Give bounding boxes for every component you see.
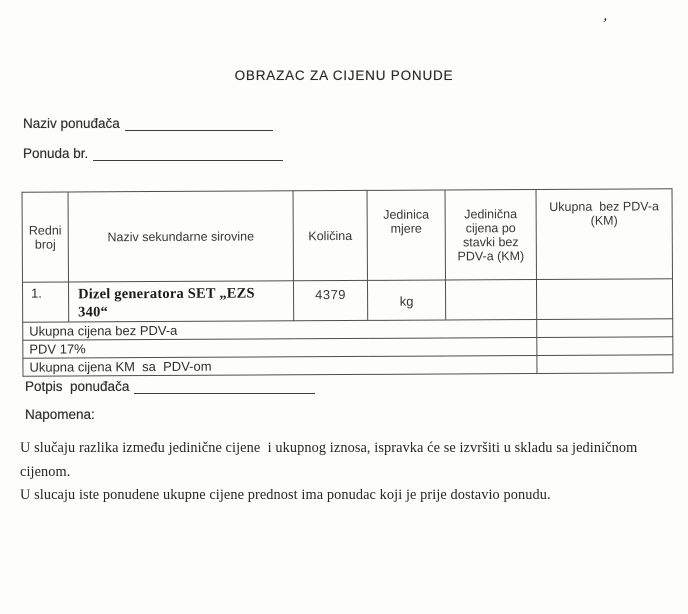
item-number-cell: [22, 282, 68, 322]
col-header-jedinicna-cijena-label: Jedinična cijena po stavki bez PDV-a (KM): [457, 206, 525, 263]
summary-label: Ukupna cijena KM sa PDV-om: [29, 358, 212, 375]
summary-label: PDV 17%: [29, 340, 86, 357]
item-name: Dizel generatora SET „EZS 340“: [78, 285, 259, 321]
col-header-jedinicna-cijena: [445, 190, 536, 280]
bidder-name-blank-line: [125, 118, 273, 131]
summary-value-cell: [537, 337, 673, 356]
item-row: [22, 279, 672, 322]
offer-number-field: [23, 146, 283, 161]
item-unit-cell: [367, 280, 445, 320]
item-name-cell: [68, 281, 293, 322]
note-heading: Napomena:: [25, 407, 95, 422]
stray-pen-mark: ʼ: [599, 15, 608, 33]
col-header-jedinica-mjere-label: Jedinica mjere: [383, 207, 433, 236]
signature-label: Potpis ponuđača: [25, 379, 130, 394]
col-header-naziv-sirovine: [68, 191, 293, 282]
col-header-redni-broj: [22, 192, 68, 282]
col-header-redni-broj-label: Redni broj: [28, 222, 66, 252]
item-quantity-cell: [293, 280, 367, 320]
table-header-row: [22, 189, 672, 282]
summary-row-total-with-vat: [23, 355, 673, 376]
signature-blank-line: [134, 381, 315, 394]
price-table: [22, 188, 674, 376]
note-line: cijenom.: [20, 463, 71, 480]
bidder-name-field: [23, 116, 273, 131]
item-total-cell: [536, 279, 672, 320]
page-title: OBRAZAC ZA CIJENU PONUDE: [234, 68, 454, 83]
summary-label: Ukupna cijena bez PDV-a: [29, 322, 178, 339]
summary-value-cell: [537, 319, 673, 338]
col-header-naziv-sirovine-label: Naziv sekundarne sirovine: [107, 228, 255, 244]
col-header-kolicina: [293, 190, 367, 280]
item-unit-price-cell: [445, 280, 536, 320]
item-total: [537, 279, 672, 280]
summary-value-cell: [537, 355, 673, 374]
offer-number-blank-line: [93, 148, 283, 161]
signature-field: [25, 379, 315, 394]
offer-number-label: Ponuda br.: [23, 146, 89, 161]
note-line: U slucaju iste ponudene ukupne cijene prednost ima ponudac koji je prije dostavio ponudu.: [20, 487, 551, 503]
summary-label-cell: [23, 356, 537, 377]
notes-paragraph: [20, 437, 684, 508]
bidder-name-label: Naziv ponuđača: [23, 116, 120, 131]
col-header-ukupna-bez-pdv: [536, 189, 672, 280]
item-quantity: 4379: [315, 287, 347, 303]
item-unit: kg: [399, 293, 414, 309]
note-line: U slučaju razlika između jedinične cijene i ukupnog iznosa, ispravka će se izvršiti u skladu sa jediničnom: [20, 440, 638, 456]
col-header-jedinica-mjere: [367, 190, 445, 280]
col-header-ukupna-bez-pdv-label: Ukupna bez PDV-a (KM): [549, 199, 663, 228]
col-header-kolicina-label: Količina: [308, 228, 353, 243]
item-number: 1.: [31, 285, 42, 301]
